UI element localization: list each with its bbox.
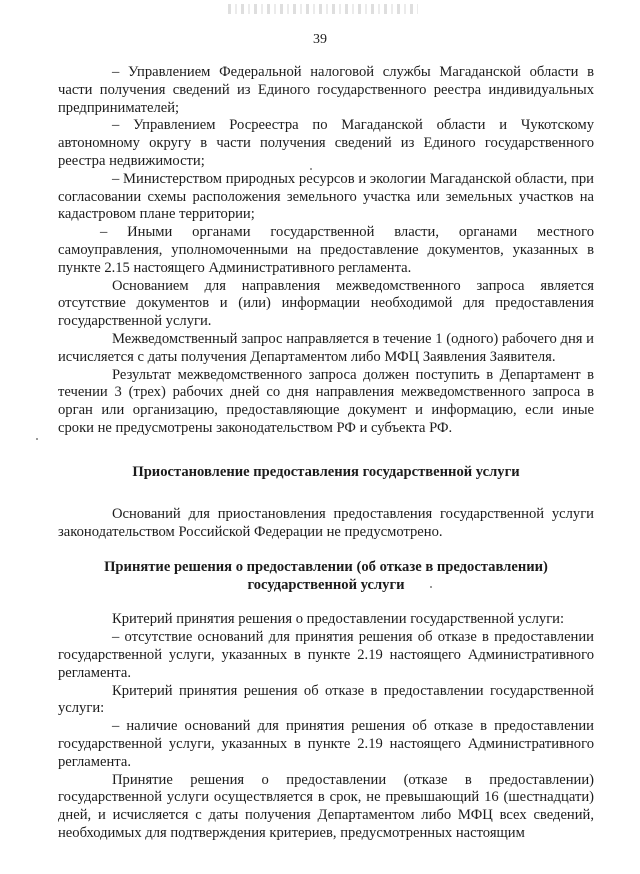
- paragraph-criterion-refusal: Критерий принятия решения об отказе в предоставлении государственной услуги:: [58, 682, 594, 717]
- heading-decision-line2: государственной услуги: [247, 577, 405, 594]
- paragraph-tax-service: – Управлением Федеральной налоговой службы Магаданской области в части получения сведений из Единого государственного реестра индивидуальных предпринимателей;: [58, 64, 594, 116]
- scan-speck: [310, 168, 312, 170]
- paragraph-no-grounds-refusal: – отсутствие оснований для принятия решения об отказе в предоставлении государственной услуги, указанных в пункте 2.19 настоящего Административного регламента.: [58, 629, 594, 681]
- scan-speck: [36, 438, 38, 440]
- scan-artifact: [228, 4, 418, 14]
- paragraph-request-basis: Основанием для направления межведомственного запроса является отсутствие документов и (или) информации необходимой для предоставления государственной услуги.: [58, 277, 594, 330]
- paragraph-suspension: Оснований для приостановления предоставления государственной услуги законодательством Российской Федерации не предусмотрено.: [58, 505, 594, 540]
- paragraph-decision-term: Принятие решения о предоставлении (отказе в предоставлении) государственной услуги осуществляется в срок, не превышающий 16 (шестнадцати) дней, и исчисляется с даты получения Департаментом либо МФЦ всех сведений, необходимых для подтверждения критериев, предусмотренных настоящим: [58, 771, 594, 841]
- paragraph-other-authorities: – Иными органами государственной власти, органами местного самоуправления, уполномоченными на предоставление документов, указанных в пункте 2.15 настоящего Административного регламента.: [58, 224, 594, 276]
- paragraph-request-timing: Межведомственный запрос направляется в течение 1 (одного) рабочего дня и исчисляется с даты получения Департаментом либо МФЦ Заявления Заявителя.: [58, 330, 594, 365]
- scan-speck: [430, 586, 432, 588]
- document-body: [58, 64, 594, 843]
- paragraph-ministry-resources: – Министерством природных ресурсов и экологии Магаданской области, при согласовании схемы расположения земельного участка или земельных участков на кадастровом плане территории;: [58, 170, 594, 223]
- heading-suspension: Приостановление предоставления государственной услуги: [132, 463, 520, 480]
- spacer: [58, 594, 594, 611]
- page-number: 39: [313, 32, 327, 47]
- spacer: [58, 438, 594, 463]
- paragraph-rosreestr: – Управлением Росреестра по Магаданской области и Чукотскому автономному округу в части получения сведений из Единого государственного реестра недвижимости;: [58, 117, 594, 169]
- heading-decision: [58, 558, 594, 594]
- paragraph-grounds-refusal: – наличие оснований для принятия решения об отказе в предоставлении государственной услуги, указанных в пункте 2.19 настоящего Административного регламента.: [58, 718, 594, 770]
- heading-decision-line1: Принятие решения о предоставлении (об отказе в предоставлении): [104, 559, 548, 576]
- paragraph-request-result: Результат межведомственного запроса должен поступить в Департамент в течении 3 (трех) рабочих дней со дня направления межведомственного запроса в орган или организацию, предоставляющие документ и информацию, если иные сроки не предусмотрены законодательством РФ и субъекта РФ.: [58, 366, 594, 436]
- spacer: [58, 541, 594, 558]
- spacer: [58, 481, 594, 506]
- paragraph-criterion-grant: Критерий принятия решения о предоставлении государственной услуги:: [112, 611, 565, 628]
